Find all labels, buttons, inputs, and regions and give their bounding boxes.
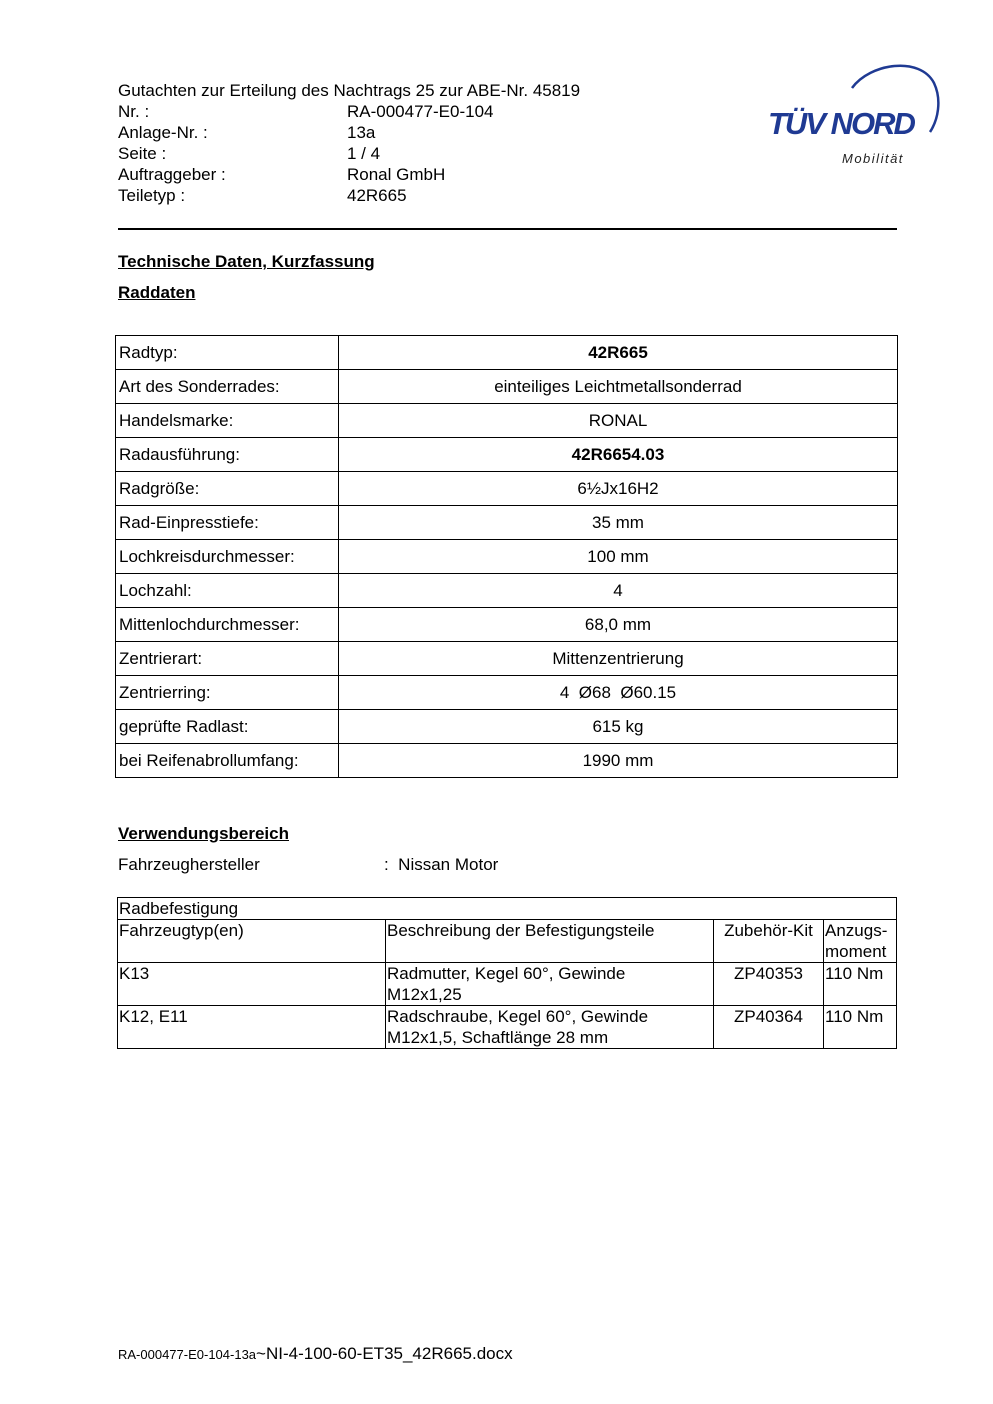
column-header: Beschreibung der Befestigungsteile [386, 920, 714, 963]
column-header-line: Anzugs- [825, 921, 888, 940]
row-label: Handelsmarke: [116, 404, 339, 438]
table-row [118, 1006, 897, 1049]
row-value: RONAL [339, 404, 898, 438]
document-footer [118, 1344, 513, 1364]
cell-kit: ZP40353 [714, 963, 824, 1006]
header-label: Seite : [118, 144, 167, 163]
table-row [116, 336, 898, 370]
table-row [116, 710, 898, 744]
header-label: Nr. : [118, 102, 150, 121]
row-value: 1990 mm [339, 744, 898, 778]
row-label: Lochkreisdurchmesser: [116, 540, 339, 574]
header-row-teiletyp [118, 185, 580, 206]
header-value: 13a [347, 123, 376, 142]
footer-prefix: RA-000477-E0-104-13a [118, 1347, 257, 1362]
document-title: Gutachten zur Erteilung des Nachtrags 25 zur ABE-Nr. 45819 [118, 81, 581, 100]
logo-brand: TÜV NORD [768, 106, 914, 141]
row-label: Lochzahl: [116, 574, 339, 608]
header-row-nr [118, 101, 580, 122]
fahrzeughersteller-value: : Nissan Motor [384, 855, 499, 874]
table-row [116, 370, 898, 404]
row-value: 68,0 mm [339, 608, 898, 642]
cell-beschreibung [386, 1006, 714, 1049]
header-row-seite [118, 143, 580, 164]
row-label: Rad-Einpresstiefe: [116, 506, 339, 540]
section-title-technische-daten: Technische Daten, Kurzfassung [118, 252, 375, 271]
header-value: 1 / 4 [347, 144, 381, 163]
cell-beschreibung [386, 963, 714, 1006]
table-row [118, 963, 897, 1006]
header-row-anlage [118, 122, 580, 143]
cell-line: M12x1,25 [387, 985, 462, 1004]
row-value: 6½Jx16H2 [339, 472, 898, 506]
footer-filename: ~NI-4-100-60-ET35_42R665.docx [256, 1344, 513, 1363]
row-label: Radgröße: [116, 472, 339, 506]
table-row [116, 540, 898, 574]
logo-subtitle: Mobilität [842, 151, 904, 166]
header-divider [118, 228, 897, 230]
table-row [116, 438, 898, 472]
row-value: 35 mm [339, 506, 898, 540]
row-value: Mittenzentrierung [339, 642, 898, 676]
column-header: Zubehör-Kit [714, 920, 824, 963]
table-header-row [118, 920, 897, 963]
document-header [118, 80, 580, 206]
table-row [116, 574, 898, 608]
table-row [116, 608, 898, 642]
table-row [116, 642, 898, 676]
table-row [116, 676, 898, 710]
row-value: einteiliges Leichtmetallsonderrad [339, 370, 898, 404]
row-label: Radtyp: [116, 336, 339, 370]
row-value: 42R6654.03 [339, 438, 898, 472]
row-label: Zentrierart: [116, 642, 339, 676]
column-header-line: moment [825, 942, 887, 961]
cell-line: Radschraube, Kegel 60°, Gewinde [387, 1007, 649, 1026]
table-row [116, 404, 898, 438]
row-value: 42R665 [339, 336, 898, 370]
header-label: Anlage-Nr. : [118, 123, 208, 142]
header-label: Teiletyp : [118, 186, 186, 205]
row-label: Zentrierring: [116, 676, 339, 710]
header-label: Auftraggeber : [118, 165, 226, 184]
row-label: Mittenlochdurchmesser: [116, 608, 339, 642]
header-value: 42R665 [347, 186, 407, 205]
cell-typ: K13 [118, 963, 386, 1006]
tuv-nord-logo [760, 58, 940, 173]
row-label: geprüfte Radlast: [116, 710, 339, 744]
fahrzeughersteller-label: Fahrzeughersteller [118, 855, 260, 874]
section-title-raddaten: Raddaten [118, 283, 196, 302]
cell-moment: 110 Nm [824, 1006, 897, 1049]
table-row [116, 506, 898, 540]
row-value: 4 Ø68 Ø60.15 [339, 676, 898, 710]
row-label: Art des Sonderrades: [116, 370, 339, 404]
row-value: 100 mm [339, 540, 898, 574]
table-row [116, 744, 898, 778]
header-value: Ronal GmbH [347, 165, 446, 184]
cell-line: M12x1,5, Schaftlänge 28 mm [387, 1028, 609, 1047]
row-label: Radausführung: [116, 438, 339, 472]
section-title-verwendungsbereich: Verwendungsbereich [118, 824, 289, 843]
table-title: Radbefestigung [118, 898, 897, 920]
raddaten-table [115, 335, 898, 778]
row-value: 615 kg [339, 710, 898, 744]
table-row [116, 472, 898, 506]
column-header: Fahrzeugtyp(en) [118, 920, 386, 963]
radbefestigung-table [117, 897, 897, 1049]
header-value: RA-000477-E0-104 [347, 102, 494, 121]
row-value: 4 [339, 574, 898, 608]
header-row-auftraggeber [118, 164, 580, 185]
cell-line: Radmutter, Kegel 60°, Gewinde [387, 964, 626, 983]
cell-typ: K12, E11 [118, 1006, 386, 1049]
cell-moment: 110 Nm [824, 963, 897, 1006]
cell-kit: ZP40364 [714, 1006, 824, 1049]
row-label: bei Reifenabrollumfang: [116, 744, 339, 778]
table-title-row [118, 898, 897, 920]
column-header [824, 920, 897, 963]
